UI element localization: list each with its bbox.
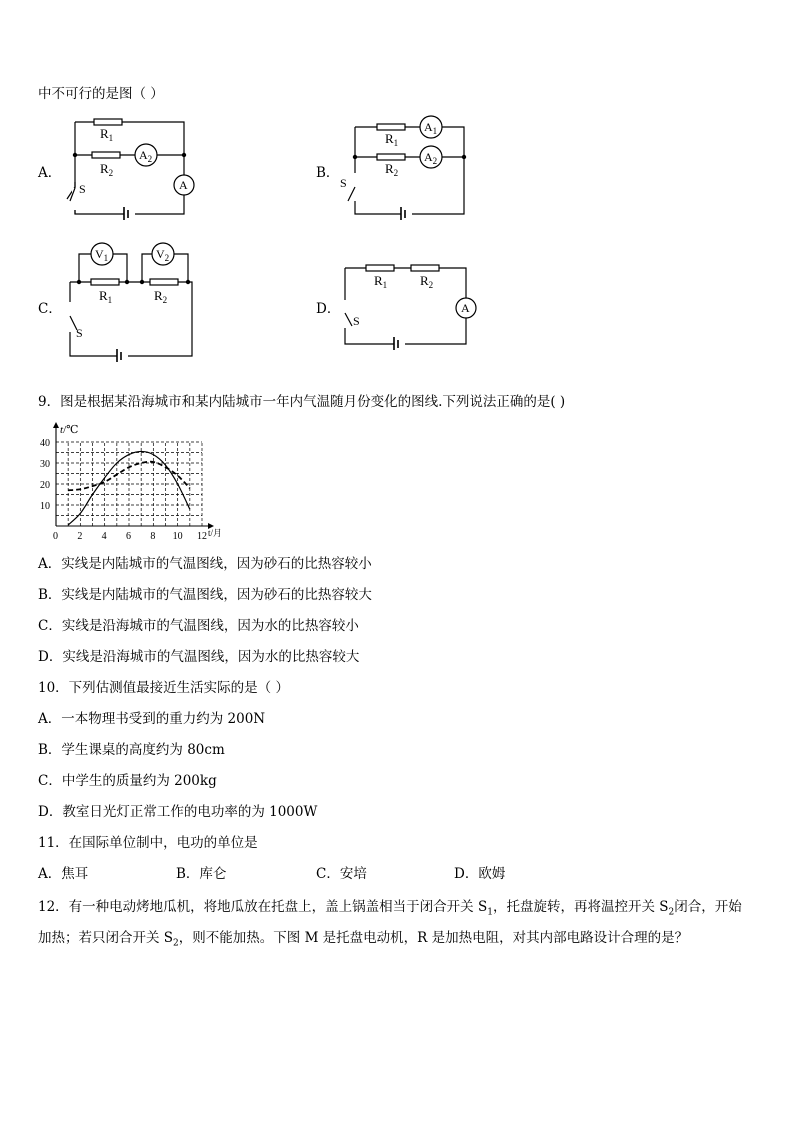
q8-option-c-label: C． bbox=[38, 301, 62, 317]
y-tick-label: 40 bbox=[40, 438, 50, 449]
chart-y-axis-label: t/℃ bbox=[60, 424, 79, 436]
q11-option-a: A．焦耳 bbox=[38, 866, 89, 882]
q10-stem: 10．下列估测值最接近生活实际的是（ ） bbox=[38, 680, 289, 696]
label-switch-s: S bbox=[76, 326, 83, 340]
x-tick-label: 6 bbox=[126, 531, 131, 542]
y-tick-label: 10 bbox=[40, 501, 50, 512]
x-tick-label: 12 bbox=[197, 531, 207, 542]
q10-option-d: D．教室日光灯正常工作的电功率的为 1000W bbox=[38, 804, 318, 820]
label-switch-s: S bbox=[353, 314, 360, 328]
label-r1: $R_1$ bbox=[100, 126, 114, 143]
temperature-chart bbox=[36, 420, 236, 542]
y-tick-label: 20 bbox=[40, 480, 50, 491]
q11-option-d: D．欧姆 bbox=[454, 866, 506, 882]
q8-option-b-label: B． bbox=[316, 165, 340, 181]
label-r2: $R_2$ bbox=[420, 273, 434, 290]
q10-option-c: C．中学生的质量约为 200kg bbox=[38, 773, 217, 789]
label-switch-s: S bbox=[340, 176, 347, 190]
q12-line-2: 加热；若只闭合开关 $S_2$，则不能加热。下图 M 是托盘电动机，R 是加热电阻，对其内部电路设计合理的是？ bbox=[38, 930, 689, 949]
label-ammeter-a: A bbox=[179, 178, 188, 192]
circuit-diagram-b bbox=[340, 113, 470, 220]
label-switch-s: S bbox=[79, 182, 86, 196]
q8-option-d-label: D． bbox=[316, 301, 341, 317]
y-tick-label: 30 bbox=[40, 459, 50, 470]
label-r1: $R_1$ bbox=[385, 131, 399, 148]
label-r2: $R_2$ bbox=[154, 288, 168, 305]
label-r1: $R_1$ bbox=[99, 288, 113, 305]
q12-line-1: 12．有一种电动烤地瓜机，将地瓜放在托盘上，盖上锅盖相当于闭合开关 $S_1$，托盘旋转，再将温控开关 $S_2$闭合，开始 bbox=[38, 899, 742, 918]
x-tick-label: 8 bbox=[150, 531, 156, 542]
q9-option-d: D．实线是沿海城市的气温图线，因为水的比热容较大 bbox=[38, 649, 360, 665]
q8-stem: 中不可行的是图（ ） bbox=[38, 86, 164, 102]
q11-option-b: B．库仑 bbox=[176, 866, 227, 882]
label-r1: $R_1$ bbox=[374, 273, 388, 290]
label-ammeter-a1: $A_1$ bbox=[424, 120, 438, 136]
q9-stem: 9．图是根据某沿海城市和某内陆城市一年内气温随月份变化的图线.下列说法正确的是( ) bbox=[38, 394, 566, 410]
q9-option-a: A．实线是内陆城市的气温图线，因为砂石的比热容较小 bbox=[38, 556, 372, 572]
label-voltmeter-v2: $V_2$ bbox=[156, 247, 170, 263]
circuit-diagram-d bbox=[340, 258, 480, 350]
label-r2: $R_2$ bbox=[100, 161, 114, 178]
q8-option-a-label: A． bbox=[38, 165, 62, 181]
label-voltmeter-v1: $V_1$ bbox=[95, 247, 109, 263]
q10-option-b: B．学生课桌的高度约为 80cm bbox=[38, 742, 225, 758]
y-axis-arrow bbox=[53, 422, 59, 428]
label-ammeter-a: A bbox=[461, 301, 470, 315]
label-r2: $R_2$ bbox=[385, 161, 399, 178]
x-tick-label: 10 bbox=[172, 531, 183, 542]
q10-option-a: A．一本物理书受到的重力约为 200N bbox=[38, 711, 266, 727]
label-ammeter-a2: $A_2$ bbox=[424, 150, 438, 166]
q11-option-c: C．安培 bbox=[316, 866, 367, 882]
q11-stem: 11．在国际单位制中，电功的单位是 bbox=[38, 835, 258, 851]
x-tick-label: 4 bbox=[101, 531, 107, 542]
label-ammeter-a2: $A_2$ bbox=[139, 148, 153, 164]
x-tick-label: 0 bbox=[53, 531, 58, 542]
circuit-diagram-c bbox=[60, 240, 200, 362]
q9-option-b: B．实线是内陆城市的气温图线，因为砂石的比热容较大 bbox=[38, 587, 372, 603]
circuit-diagram-a bbox=[60, 115, 200, 220]
q9-option-c: C．实线是沿海城市的气温图线，因为水的比热容较小 bbox=[38, 618, 359, 634]
x-tick-label: 2 bbox=[77, 531, 83, 542]
chart-x-axis-label: t/月 bbox=[208, 528, 223, 538]
